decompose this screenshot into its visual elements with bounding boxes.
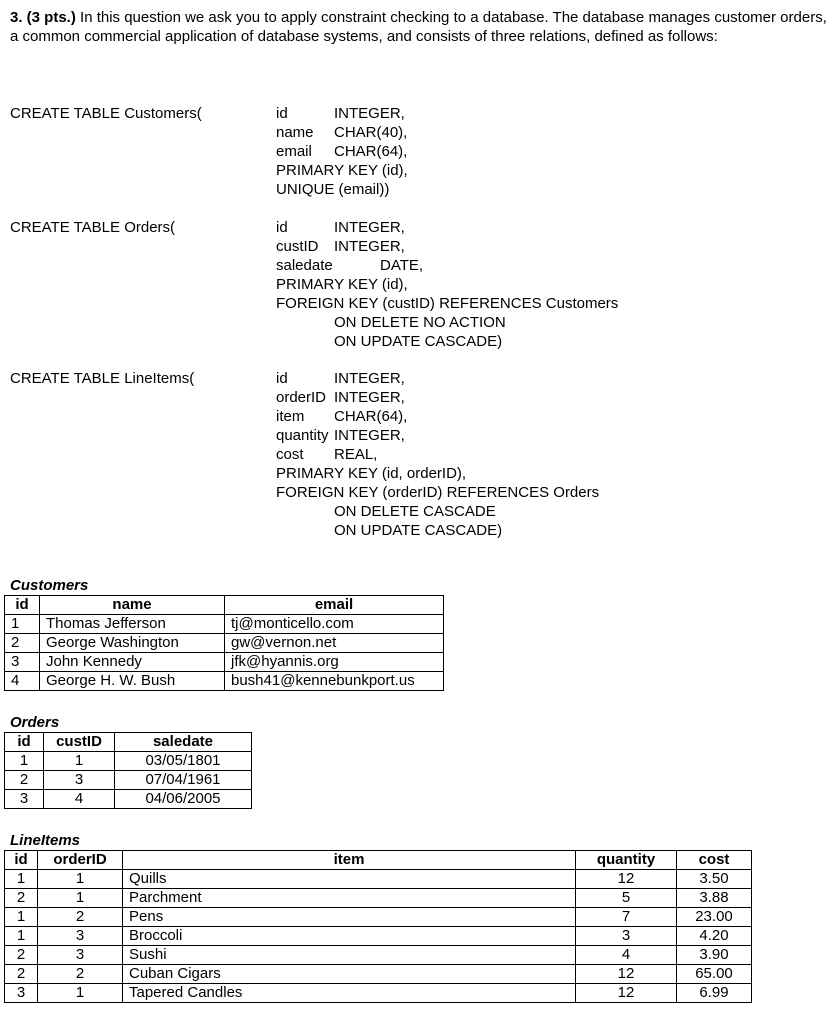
orders-caption: Orders — [10, 714, 60, 731]
table-row — [5, 965, 752, 984]
ddl-constraint: UNIQUE (email)) — [276, 181, 390, 198]
table-row — [5, 946, 752, 965]
ddl-constraint: PRIMARY KEY (id), — [276, 276, 408, 293]
table-row — [5, 908, 752, 927]
ddl-constraint: PRIMARY KEY (id, orderID), — [276, 465, 467, 482]
ddl-col-name: quantity — [276, 427, 329, 444]
cell: tj@monticello.com — [225, 615, 444, 634]
table-row — [5, 752, 252, 771]
ddl-col-name: id — [276, 370, 288, 387]
cell: George Washington — [40, 634, 225, 653]
table-row — [5, 984, 752, 1003]
cell: 4 — [576, 946, 677, 965]
cell: 1 — [5, 752, 44, 771]
ddl-col-name: id — [276, 219, 288, 236]
lineitems-table — [4, 850, 752, 1003]
table-row — [5, 790, 252, 809]
cell: Cuban Cigars — [123, 965, 576, 984]
ddl-col-name: saledate — [276, 257, 333, 274]
ddl-col-type: INTEGER, — [334, 219, 405, 236]
ddl-col-type: CHAR(64), — [334, 408, 408, 425]
cell: Pens — [123, 908, 576, 927]
ddl-col-name: email — [276, 143, 312, 160]
ddl-col-type: DATE, — [380, 257, 424, 274]
column-header: orderID — [38, 851, 123, 870]
cell: 04/06/2005 — [115, 790, 252, 809]
ddl-col-name: custID — [276, 238, 319, 255]
cell: 1 — [38, 984, 123, 1003]
cell: 65.00 — [677, 965, 752, 984]
ddl-col-type: INTEGER, — [334, 427, 405, 444]
cell: 3 — [5, 653, 40, 672]
cell: Sushi — [123, 946, 576, 965]
table-row — [5, 634, 444, 653]
cell: 2 — [38, 965, 123, 984]
cell: 4 — [5, 672, 40, 691]
cell: 6.99 — [677, 984, 752, 1003]
ddl-col-type: CHAR(40), — [334, 124, 408, 141]
cell: 2 — [5, 634, 40, 653]
cell: 7 — [576, 908, 677, 927]
cell: 2 — [5, 946, 38, 965]
ddl-constraint: FOREIGN KEY (orderID) REFERENCES Orders — [276, 484, 600, 501]
cell: 03/05/1801 — [115, 752, 252, 771]
column-header: quantity — [576, 851, 677, 870]
cell: Quills — [123, 870, 576, 889]
cell: 3 — [38, 927, 123, 946]
cell: 23.00 — [677, 908, 752, 927]
table-row — [5, 927, 752, 946]
column-header: cost — [677, 851, 752, 870]
cell: George H. W. Bush — [40, 672, 225, 691]
ddl-constraint: PRIMARY KEY (id), — [276, 162, 408, 179]
table-row — [5, 771, 252, 790]
cell: Broccoli — [123, 927, 576, 946]
ddl-col-name: id — [276, 105, 288, 122]
cell: 3.90 — [677, 946, 752, 965]
ddl-col-type: INTEGER, — [334, 105, 405, 122]
ddl-col-name: cost — [276, 446, 304, 463]
ddl-col-type: CHAR(64), — [334, 143, 408, 160]
cell: 1 — [38, 870, 123, 889]
cell: bush41@kennebunkport.us — [225, 672, 444, 691]
ddl-col-name: orderID — [276, 389, 327, 406]
table-row — [5, 889, 752, 908]
cell: 12 — [576, 965, 677, 984]
cell: 3 — [38, 946, 123, 965]
column-header: custID — [44, 733, 115, 752]
column-header: saledate — [115, 733, 252, 752]
ddl-constraint: FOREIGN KEY (custID) REFERENCES Customers — [276, 295, 619, 312]
cell: jfk@hyannis.org — [225, 653, 444, 672]
table-row — [5, 870, 752, 889]
question-text: In this question we ask you to apply constraint checking to a database. The database manages customer orders, a common commercial application of database systems, and consists of three relations, defined as follows: — [10, 9, 827, 45]
customers-table — [4, 595, 444, 691]
ddl-action: ON UPDATE CASCADE) — [334, 333, 503, 350]
ddl-col-name: item — [276, 408, 305, 425]
table-header-row — [5, 851, 752, 870]
cell: 12 — [576, 870, 677, 889]
question-label: 3. (3 pts.) — [10, 9, 76, 26]
cell: 1 — [38, 889, 123, 908]
cell: gw@vernon.net — [225, 634, 444, 653]
column-header: item — [123, 851, 576, 870]
cell: 3 — [576, 927, 677, 946]
cell: John Kennedy — [40, 653, 225, 672]
table-row — [5, 672, 444, 691]
column-header: id — [5, 733, 44, 752]
cell: 1 — [5, 908, 38, 927]
ddl-lineitems-head: CREATE TABLE LineItems( — [10, 370, 195, 387]
ddl-col-type: INTEGER, — [334, 389, 405, 406]
table-header-row — [5, 596, 444, 615]
ddl-customers-head: CREATE TABLE Customers( — [10, 105, 202, 122]
cell: 2 — [38, 908, 123, 927]
ddl-col-type: REAL, — [334, 446, 378, 463]
table-header-row — [5, 733, 252, 752]
cell: 1 — [5, 927, 38, 946]
cell: 1 — [5, 870, 38, 889]
cell: 2 — [5, 771, 44, 790]
ddl-orders-head: CREATE TABLE Orders( — [10, 219, 176, 236]
column-header: name — [40, 596, 225, 615]
cell: Thomas Jefferson — [40, 615, 225, 634]
column-header: id — [5, 851, 38, 870]
column-header: email — [225, 596, 444, 615]
cell: 2 — [5, 889, 38, 908]
ddl-action: ON DELETE CASCADE — [334, 503, 496, 520]
ddl-action: ON DELETE NO ACTION — [334, 314, 506, 331]
ddl-col-name: name — [276, 124, 314, 141]
cell: 1 — [5, 615, 40, 634]
cell: 3 — [44, 771, 115, 790]
orders-table — [4, 732, 252, 809]
cell: 3.88 — [677, 889, 752, 908]
cell: 3.50 — [677, 870, 752, 889]
cell: 1 — [44, 752, 115, 771]
ddl-col-type: INTEGER, — [334, 238, 405, 255]
cell: 3 — [5, 790, 44, 809]
customers-caption: Customers — [10, 577, 89, 594]
column-header: id — [5, 596, 40, 615]
cell: 2 — [5, 965, 38, 984]
lineitems-caption: LineItems — [10, 832, 81, 849]
cell: Parchment — [123, 889, 576, 908]
cell: 5 — [576, 889, 677, 908]
ddl-action: ON UPDATE CASCADE) — [334, 522, 503, 539]
question-intro — [10, 8, 834, 46]
cell: 3 — [5, 984, 38, 1003]
cell: 4.20 — [677, 927, 752, 946]
cell: 07/04/1961 — [115, 771, 252, 790]
ddl-col-type: INTEGER, — [334, 370, 405, 387]
cell: 12 — [576, 984, 677, 1003]
cell: Tapered Candles — [123, 984, 576, 1003]
table-row — [5, 653, 444, 672]
cell: 4 — [44, 790, 115, 809]
table-row — [5, 615, 444, 634]
